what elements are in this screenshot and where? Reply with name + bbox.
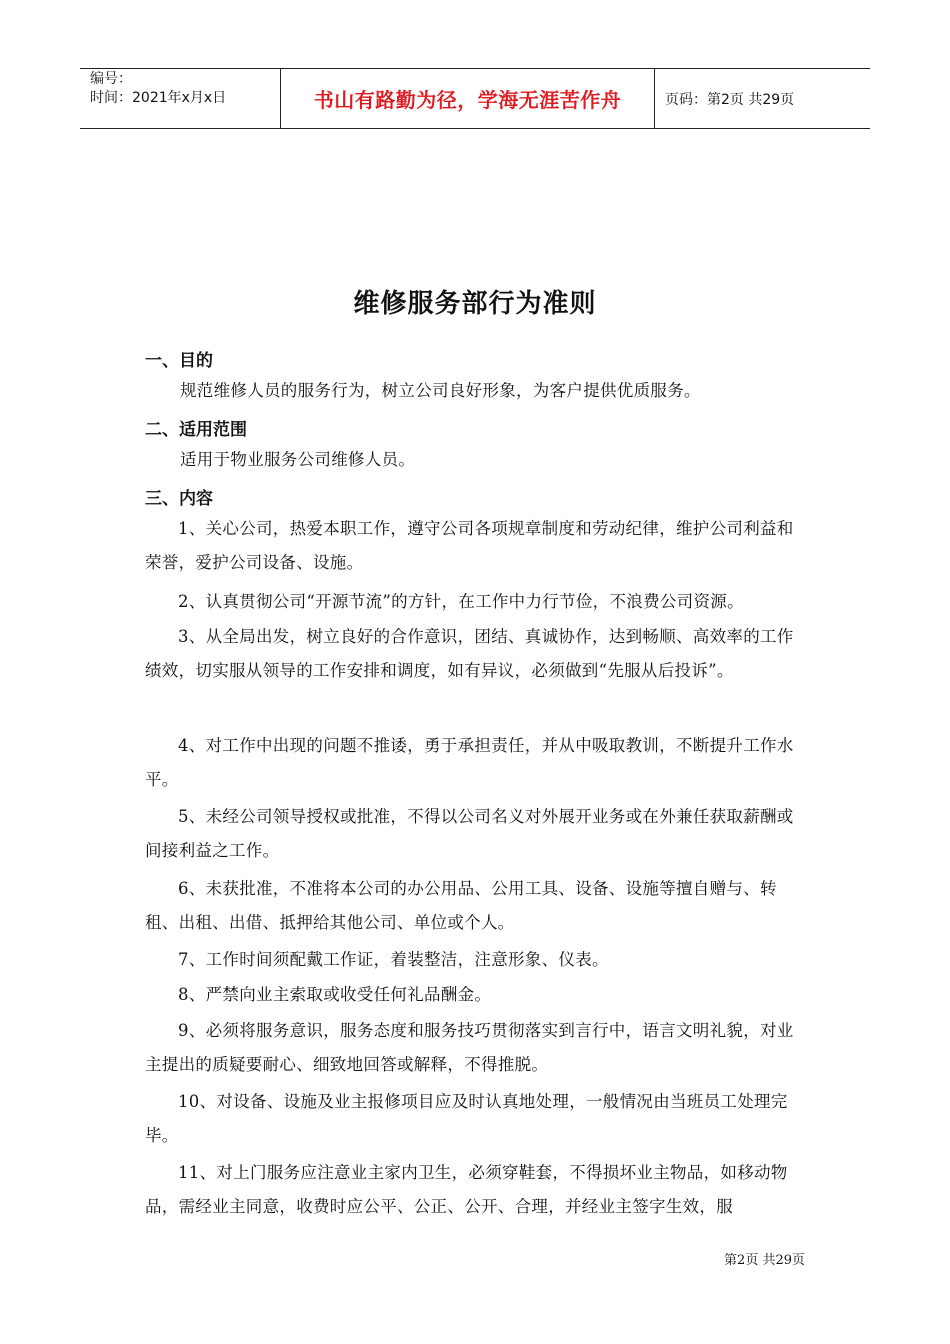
list-item: 10、对设备、设施及业主报修项目应及时认真地处理，一般情况由当班员工处理完毕。	[145, 1092, 788, 1145]
list-item: 2、认真贯彻公司“开源节流”的方针，在工作中力行节俭，不浪费公司资源。	[178, 592, 744, 611]
document-title: 维修服务部行为准则	[353, 289, 597, 319]
list-item: 4、对工作中出现的问题不推诿，勇于承担责任，并从中吸取教训，不断提升工作水平。	[145, 736, 794, 789]
list-item: 5、未经公司领导授权或批准，不得以公司名义对外展开业务或在外兼任获取薪酬或间接利益之工作。	[145, 807, 794, 860]
section-heading-content: 三、内容	[145, 489, 213, 509]
list-item: 7、工作时间须配戴工作证，着装整洁，注意形象、仪表。	[178, 950, 609, 969]
date-label: 时间：2021年x月x日	[90, 90, 227, 106]
list-item: 9、必须将服务意识，服务态度和服务技巧贯彻落实到言行中，语言文明礼貌，对业主提出的质疑要耐心、细致地回答或解释，不得推脱。	[145, 1021, 794, 1074]
section-text-purpose: 规范维修人员的服务行为，树立公司良好形象，为客户提供优质服务。	[180, 381, 701, 400]
section-heading-purpose: 一、目的	[145, 351, 213, 371]
header-page-info: 页码：第2页 共29页	[665, 91, 795, 108]
header-motto: 书山有路勤为径，学海无涯苦作舟	[281, 69, 655, 128]
section-heading-scope: 二、适用范围	[145, 420, 247, 440]
list-item: 11、对上门服务应注意业主家内卫生，必须穿鞋套，不得损坏业主物品，如移动物品，需经业主同意，收费时应公平、公正、公开、合理，并经业主签字生效，服	[145, 1163, 788, 1216]
list-item: 1、关心公司，热爱本职工作，遵守公司各项规章制度和劳动纪律，维护公司利益和荣誉，爱护公司设备、设施。	[145, 519, 794, 572]
section-text-scope: 适用于物业服务公司维修人员。	[180, 450, 416, 469]
list-item: 8、严禁向业主索取或收受任何礼品酬金。	[178, 985, 492, 1004]
list-item: 3、从全局出发，树立良好的合作意识，团结、真诚协作，达到畅顺、高效率的工作绩效，切实服从领导的工作安排和调度，如有异议，必须做到“先服从后投诉”。	[145, 627, 794, 680]
page-header	[80, 68, 870, 129]
list-item: 6、未获批准，不准将本公司的办公用品、公用工具、设备、设施等擅自赠与、转租、出租、出借、抵押给其他公司、单位或个人。	[145, 879, 777, 932]
serial-number-label: 编号：	[90, 71, 132, 87]
header-meta	[80, 69, 281, 128]
page-footer: 第2页 共29页	[724, 1253, 805, 1268]
